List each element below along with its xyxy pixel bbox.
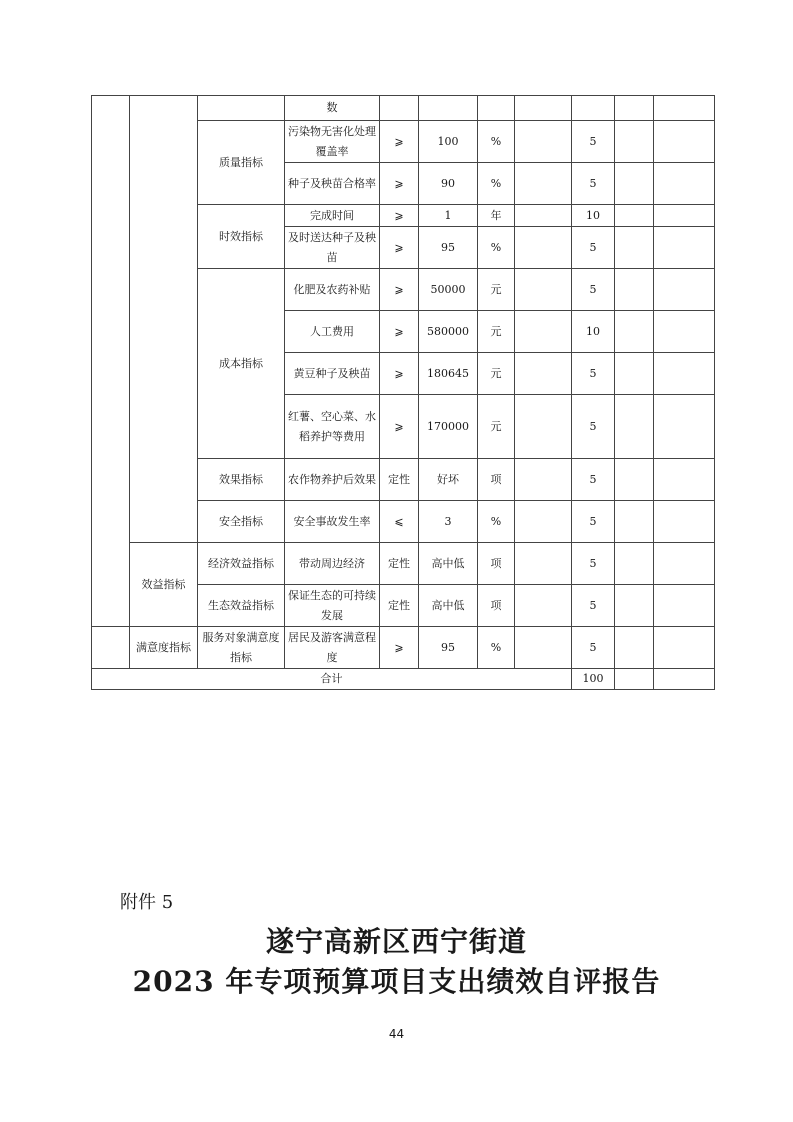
indicator-name-cell: 保证生态的可持续发展 (285, 585, 380, 627)
level3-indicator-cell: 质量指标 (198, 121, 285, 205)
operator-cell: ⩾ (380, 395, 419, 459)
indicator-name-cell: 居民及游客满意程度 (285, 627, 380, 669)
target-value-cell: 580000 (419, 311, 478, 353)
operator-cell: 定性 (380, 585, 419, 627)
score-cell: 5 (572, 227, 615, 269)
unit-cell: 项 (478, 459, 515, 501)
report-title-line2: 2023 年专项预算项目支出绩效自评报告 (132, 965, 661, 998)
operator-cell: ⩾ (380, 627, 419, 669)
performance-indicator-table (91, 95, 715, 690)
indicator-name-cell: 化肥及农药补贴 (285, 269, 380, 311)
indicator-name-cell: 数 (285, 96, 380, 121)
level2-indicator-cell (130, 96, 198, 543)
target-value-cell: 100 (419, 121, 478, 163)
operator-cell: ⩾ (380, 205, 419, 227)
unit-cell: % (478, 121, 515, 163)
page-number: 44 (388, 1027, 405, 1041)
table-row (92, 96, 715, 121)
unit-cell: 元 (478, 395, 515, 459)
unit-cell: 元 (478, 269, 515, 311)
total-row (92, 669, 715, 690)
level3-indicator-cell: 时效指标 (198, 205, 285, 269)
score-cell: 10 (572, 311, 615, 353)
total-score: 100 (572, 669, 615, 690)
operator-cell: ⩾ (380, 269, 419, 311)
table-row (92, 627, 715, 669)
score-cell: 5 (572, 269, 615, 311)
indicator-name-cell: 及时送达种子及秧苗 (285, 227, 380, 269)
level3-indicator-cell: 服务对象满意度指标 (198, 627, 285, 669)
score-cell: 5 (572, 585, 615, 627)
indicator-name-cell: 种子及秧苗合格率 (285, 163, 380, 205)
indicator-name-cell: 红薯、空心菜、水稻养护等费用 (285, 395, 380, 459)
level3-indicator-cell: 经济效益指标 (198, 543, 285, 585)
score-cell: 5 (572, 163, 615, 205)
unit-cell: 项 (478, 543, 515, 585)
target-value-cell: 95 (419, 627, 478, 669)
target-value-cell: 180645 (419, 353, 478, 395)
operator-cell: 定性 (380, 459, 419, 501)
level1-indicator-cell (92, 627, 130, 669)
score-cell: 5 (572, 543, 615, 585)
indicator-name-cell: 黄豆种子及秧苗 (285, 353, 380, 395)
operator-cell: ⩾ (380, 311, 419, 353)
unit-cell: 元 (478, 353, 515, 395)
indicator-name-cell: 人工费用 (285, 311, 380, 353)
operator-cell: ⩽ (380, 501, 419, 543)
level3-indicator-cell: 成本指标 (198, 269, 285, 459)
unit-cell: % (478, 163, 515, 205)
unit-cell: 项 (478, 585, 515, 627)
indicator-name-cell: 污染物无害化处理覆盖率 (285, 121, 380, 163)
score-cell: 5 (572, 501, 615, 543)
target-value-cell: 高中低 (419, 585, 478, 627)
operator-cell: ⩾ (380, 227, 419, 269)
indicator-name-cell: 安全事故发生率 (285, 501, 380, 543)
indicator-name-cell: 农作物养护后效果 (285, 459, 380, 501)
level2-indicator-cell: 效益指标 (130, 543, 198, 627)
indicator-name-cell: 完成时间 (285, 205, 380, 227)
target-value-cell: 170000 (419, 395, 478, 459)
table-row (92, 543, 715, 585)
score-cell: 10 (572, 205, 615, 227)
score-cell: 5 (572, 627, 615, 669)
unit-cell: 年 (478, 205, 515, 227)
target-value-cell: 好坏 (419, 459, 478, 501)
target-value-cell: 90 (419, 163, 478, 205)
unit-cell: 元 (478, 311, 515, 353)
unit-cell: % (478, 627, 515, 669)
operator-cell: ⩾ (380, 353, 419, 395)
level2-indicator-cell: 满意度指标 (130, 627, 198, 669)
score-cell: 5 (572, 395, 615, 459)
level3-indicator-cell (198, 96, 285, 121)
unit-cell: % (478, 501, 515, 543)
score-cell: 5 (572, 459, 615, 501)
target-value-cell: 3 (419, 501, 478, 543)
attachment-label: 附件 5 (120, 892, 174, 913)
level3-indicator-cell: 效果指标 (198, 459, 285, 501)
target-value-cell: 1 (419, 205, 478, 227)
target-value-cell: 高中低 (419, 543, 478, 585)
score-cell: 5 (572, 353, 615, 395)
level1-indicator-cell (92, 96, 130, 627)
operator-cell: ⩾ (380, 163, 419, 205)
unit-cell: % (478, 227, 515, 269)
level3-indicator-cell: 生态效益指标 (198, 585, 285, 627)
target-value-cell: 95 (419, 227, 478, 269)
score-cell: 5 (572, 121, 615, 163)
total-label: 合计 (92, 669, 572, 690)
target-value-cell: 50000 (419, 269, 478, 311)
operator-cell: ⩾ (380, 121, 419, 163)
level3-indicator-cell: 安全指标 (198, 501, 285, 543)
indicator-name-cell: 带动周边经济 (285, 543, 380, 585)
operator-cell: 定性 (380, 543, 419, 585)
report-title-line1: 遂宁高新区西宁街道 (265, 925, 527, 958)
